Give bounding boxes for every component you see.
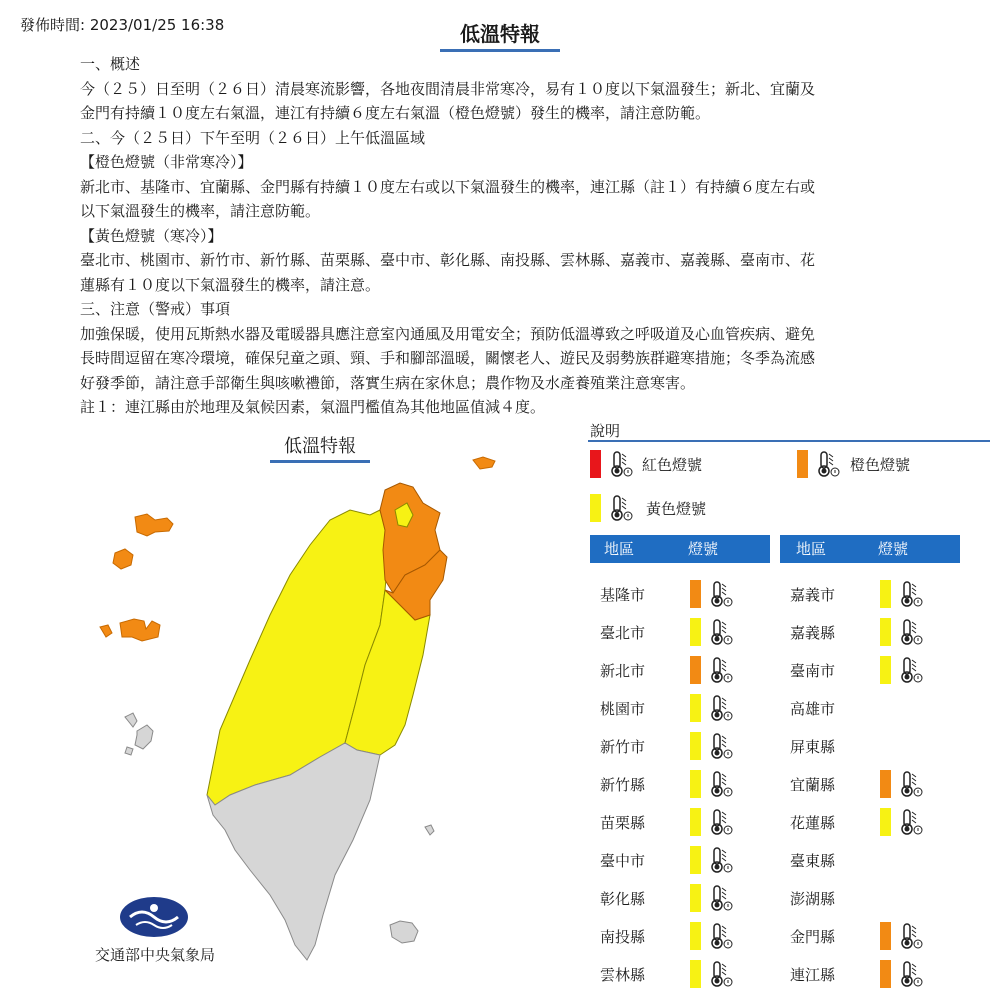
orange-level-heading: 【橙色燈號（非常寒冷）】 <box>80 153 253 171</box>
map-region-kinmen-islet <box>100 625 112 637</box>
thermometer-icon <box>708 884 734 912</box>
level-swatch-yellow <box>880 580 891 608</box>
table-cell-region: 苗栗縣 <box>600 814 646 832</box>
bulletin-line: 長時間逗留在寒冷環境，確保兒童之頭、頸、手和腳部溫暖，關懷老人、遊民及弱勢族群避寒措施；冬季為流感 <box>80 349 816 367</box>
thermometer-icon <box>898 770 924 798</box>
level-swatch-yellow <box>690 960 701 988</box>
level-swatch-orange <box>880 770 891 798</box>
bulletin-text <box>80 52 930 420</box>
map-region-kinmen-islet <box>113 549 133 569</box>
thermometer-icon <box>898 922 924 950</box>
table-cell-region: 新北市 <box>600 662 646 680</box>
column-header-region: 地區 <box>796 540 827 558</box>
table-cell-region: 連江縣 <box>790 966 836 984</box>
thermometer-icon <box>608 450 634 478</box>
thermometer-icon <box>708 656 734 684</box>
legend-label-orange: 橙色燈號 <box>850 456 911 474</box>
table-cell-region: 嘉義縣 <box>790 624 836 642</box>
bulletin-line: 臺北市、桃園市、新竹市、新竹縣、苗栗縣、臺中市、彰化縣、南投縣、雲林縣、嘉義市、嘉義縣、臺南市、花 <box>80 251 816 269</box>
thermometer-icon <box>708 694 734 722</box>
table-cell-region: 南投縣 <box>600 928 646 946</box>
thermometer-icon <box>898 960 924 988</box>
issue-time: 發佈時間: 2023/01/25 16:38 <box>20 16 225 34</box>
legend-swatch-red <box>590 450 601 478</box>
table-cell-region: 臺中市 <box>600 852 646 870</box>
section-heading-overview: 一、概述 <box>80 55 141 73</box>
bulletin-line: 金門有持續１０度左右氣溫，連江有持續６度左右氣溫（橙色燈號）發生的機率，請注意防範。 <box>80 104 711 122</box>
map-region-green-island <box>425 825 434 835</box>
table-cell-region: 彰化縣 <box>600 890 646 908</box>
thermometer-icon <box>815 450 841 478</box>
footnote: 註１：連江縣由於地理及氣候因素，氣溫門檻值為其他地區值減４度。 <box>80 398 546 416</box>
legend-label-yellow: 黃色燈號 <box>646 500 707 518</box>
table-cell-region: 澎湖縣 <box>790 890 836 908</box>
table-cell-region: 高雄市 <box>790 700 836 718</box>
thermometer-icon <box>898 808 924 836</box>
thermometer-icon <box>708 846 734 874</box>
table-cell-region: 新竹市 <box>600 738 646 756</box>
map-region-kinmen <box>135 514 173 536</box>
legend-label-red: 紅色燈號 <box>642 456 703 474</box>
table-cell-region: 臺東縣 <box>790 852 836 870</box>
table-cell-region: 臺南市 <box>790 662 836 680</box>
level-swatch-yellow <box>690 694 701 722</box>
bulletin-line: 今（２５）日至明（２６日）清晨寒流影響，各地夜間清晨非常寒冷，易有１０度以下氣溫發生；新北、宜蘭及 <box>80 79 816 98</box>
thermometer-icon <box>708 580 734 608</box>
thermometer-icon <box>898 656 924 684</box>
map-region-penghu <box>125 713 153 755</box>
thermometer-icon <box>708 732 734 760</box>
level-swatch-yellow <box>880 656 891 684</box>
table-cell-region: 桃園市 <box>600 700 646 718</box>
thermometer-icon <box>708 960 734 988</box>
level-swatch-orange <box>880 960 891 988</box>
legend-swatch-orange <box>797 450 808 478</box>
page-title: 低溫特報 <box>440 18 560 52</box>
level-swatch-yellow <box>690 884 701 912</box>
table-cell-region: 金門縣 <box>790 928 836 946</box>
bulletin-line: 蓮縣有１０度以下氣溫發生的機率，請注意。 <box>80 275 381 294</box>
table-cell-region: 臺北市 <box>600 624 646 642</box>
legend-title: 說明 <box>590 422 621 440</box>
table-cell-region: 基隆市 <box>600 586 646 604</box>
level-swatch-yellow <box>880 618 891 646</box>
level-swatch-yellow <box>690 846 701 874</box>
section-heading-areas: 二、今（２５日）下午至明（２６日）上午低溫區域 <box>80 128 426 147</box>
table-cell-region: 花蓮縣 <box>790 814 836 832</box>
map-title: 低溫特報 <box>270 432 370 463</box>
column-header-level: 燈號 <box>688 540 719 558</box>
cwb-logo <box>118 895 190 940</box>
level-swatch-yellow <box>690 732 701 760</box>
thermometer-icon <box>898 618 924 646</box>
column-header-region: 地區 <box>604 540 635 558</box>
table-cell-region: 雲林縣 <box>600 966 646 984</box>
legend-divider <box>588 440 990 442</box>
thermometer-icon <box>708 808 734 836</box>
thermometer-icon <box>898 580 924 608</box>
bulletin-line: 新北市、基隆市、宜蘭縣、金門縣有持續１０度左右或以下氣溫發生的機率，連江縣（註１）有持續６度左右或 <box>80 177 816 196</box>
table-cell-region: 屏東縣 <box>790 738 836 756</box>
thermometer-icon <box>608 494 634 522</box>
map-region-kinmen-islet <box>120 619 160 641</box>
legend-swatch-yellow <box>590 494 601 522</box>
level-swatch-orange <box>690 580 701 608</box>
section-heading-precautions: 三、注意（警戒）事項 <box>80 300 231 318</box>
table-cell-region: 嘉義市 <box>790 586 836 604</box>
table-header-left <box>590 535 770 563</box>
level-swatch-yellow <box>690 770 701 798</box>
level-swatch-yellow <box>690 922 701 950</box>
agency-name: 交通部中央氣象局 <box>94 946 215 964</box>
level-swatch-yellow <box>690 808 701 836</box>
level-swatch-orange <box>690 656 701 684</box>
yellow-level-heading: 【黃色燈號（寒冷）】 <box>80 226 223 245</box>
bulletin-line: 加強保暖，使用瓦斯熱水器及電暖器具應注意室內通風及用電安全；預防低溫導致之呼吸道及心血管疾病、避免 <box>80 324 816 343</box>
thermometer-icon <box>708 770 734 798</box>
bulletin-line: 好發季節，請注意手部衛生與咳嗽禮節，落實生病在家休息；農作物及水產養殖業注意寒害。 <box>80 373 696 392</box>
map-region-lienchiang <box>473 457 495 469</box>
column-header-level: 燈號 <box>878 540 909 558</box>
table-cell-region: 宜蘭縣 <box>790 776 836 794</box>
table-header-right <box>780 535 960 563</box>
map-region-lanyu <box>390 921 418 943</box>
thermometer-icon <box>708 922 734 950</box>
level-swatch-yellow <box>880 808 891 836</box>
bulletin-line: 以下氣溫發生的機率，請注意防範。 <box>80 202 321 220</box>
level-swatch-yellow <box>690 618 701 646</box>
table-cell-region: 新竹縣 <box>600 776 646 794</box>
thermometer-icon <box>708 618 734 646</box>
level-swatch-orange <box>880 922 891 950</box>
